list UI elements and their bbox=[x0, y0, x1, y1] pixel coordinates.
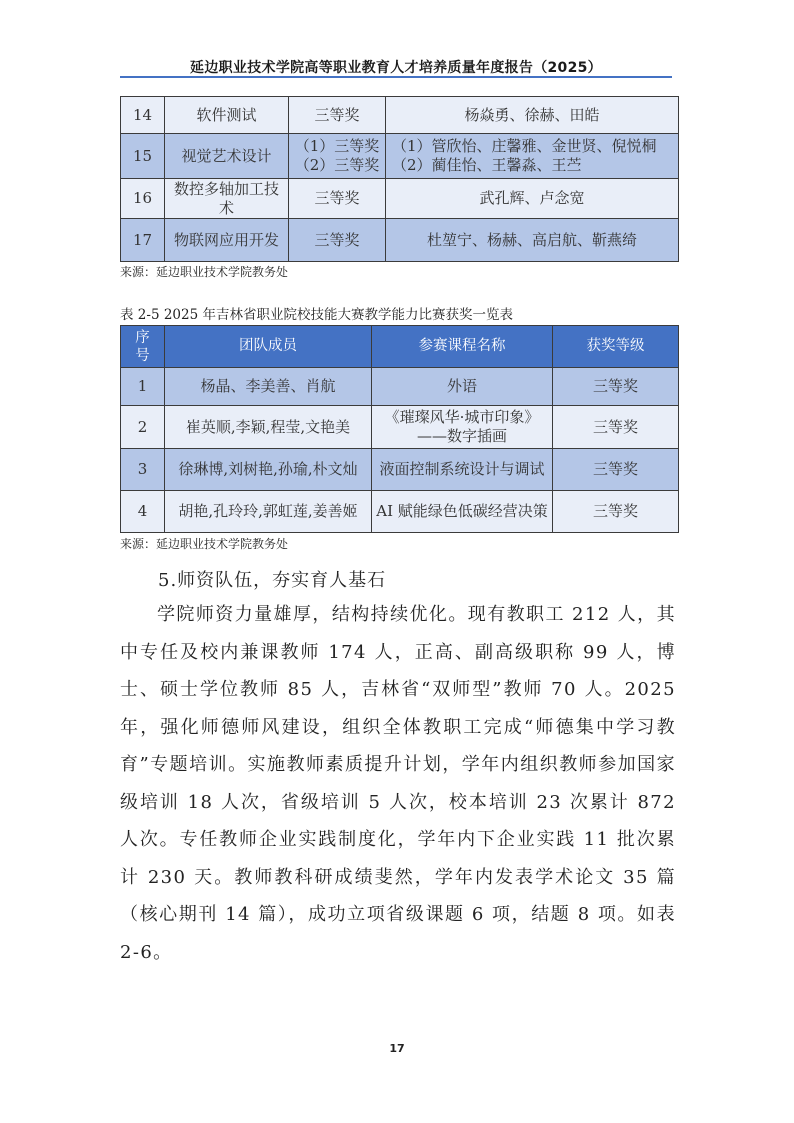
header-number: 序号 bbox=[121, 326, 165, 368]
row-number: 1 bbox=[121, 368, 165, 406]
competition-name: 物联网应用开发 bbox=[165, 219, 289, 262]
table-header-row bbox=[121, 326, 679, 368]
table2-caption: 表 2-5 2025 年吉林省职业院校技能大赛教学能力比赛获奖一览表 bbox=[120, 307, 513, 323]
table-row bbox=[121, 219, 679, 262]
header-divider bbox=[120, 76, 672, 78]
award-level: 三等奖 bbox=[553, 368, 679, 406]
award-level: 三等奖 bbox=[553, 491, 679, 533]
table-row bbox=[121, 134, 679, 179]
winners: 杜堃宁、杨赫、高启航、靳燕绮 bbox=[386, 219, 679, 262]
body-paragraph: 学院师资力量雄厚，结构持续优化。现有教职工 212 人，其中专任及校内兼课教师 174 人，正高、副高级职称 99 人，博士、硕士学位教师 85 人，吉林省“双师型”教师 70 人。2025 年，强化师德师风建设，组织全体教职工完成“师德集中学习教育”专题培训。实施教师素质提升计划，学年内组织教师参加国家级培训 18 人次，省级培训 5 人次，校本培训 23 次累计 872 人次。专任教师企业实践制度化，学年内下企业实践 11 批次累计 230 天。教师教科研成绩斐然，学年内发表学术论文 35 篇（核心期刊 14 篇），成功立项省级课题 6 项，结题 8 项。如表 2-6。 bbox=[120, 604, 676, 963]
competition-name: 软件测试 bbox=[165, 97, 289, 134]
row-number: 2 bbox=[121, 406, 165, 449]
team-members: 胡艳,孔玲玲,郭虹莲,姜善姬 bbox=[165, 491, 372, 533]
row-number: 3 bbox=[121, 449, 165, 491]
award-table-continued bbox=[120, 96, 679, 262]
team-members: 徐琳博,刘树艳,孙瑜,朴文灿 bbox=[165, 449, 372, 491]
section-heading: 5.师资队伍，夯实育人基石 bbox=[158, 570, 387, 591]
award-level: 三等奖 bbox=[289, 219, 386, 262]
award-level: 三等奖 bbox=[289, 97, 386, 134]
team-members: 杨晶、李美善、肖航 bbox=[165, 368, 372, 406]
row-number: 14 bbox=[121, 97, 165, 134]
award-level: 三等奖 bbox=[553, 406, 679, 449]
header-course: 参赛课程名称 bbox=[372, 326, 553, 368]
teaching-competition-table bbox=[120, 325, 679, 533]
competition-name: 视觉艺术设计 bbox=[165, 134, 289, 179]
row-number: 4 bbox=[121, 491, 165, 533]
winners-line: （2）蔺佳怡、王馨淼、王苎 bbox=[392, 156, 582, 174]
award-level: 三等奖 bbox=[289, 179, 386, 219]
row-number: 17 bbox=[121, 219, 165, 262]
competition-name: 数控多轴加工技术 bbox=[165, 179, 289, 219]
winners-line: （1）管欣怡、庄馨雅、金世贤、倪悦桐 bbox=[392, 137, 657, 155]
table-row bbox=[121, 449, 679, 491]
course-name: 液面控制系统设计与调试 bbox=[372, 449, 553, 491]
award-level: 三等奖 bbox=[553, 449, 679, 491]
table-row bbox=[121, 179, 679, 219]
course-name: 外语 bbox=[372, 368, 553, 406]
table2-source: 来源：延边职业技术学院教务处 bbox=[120, 537, 289, 551]
award-level bbox=[289, 134, 386, 179]
report-header-title: 延边职业技术学院高等职业教育人才培养质量年度报告（2025） bbox=[190, 60, 602, 76]
award-line: （2）三等奖 bbox=[294, 156, 380, 174]
table-row bbox=[121, 491, 679, 533]
row-number: 15 bbox=[121, 134, 165, 179]
course-name: 《璀璨风华·城市印象》——数字插画 bbox=[372, 406, 553, 449]
table-row bbox=[121, 368, 679, 406]
award-line: （1）三等奖 bbox=[294, 137, 380, 155]
table-row bbox=[121, 406, 679, 449]
team-members: 崔英顺,李颖,程莹,文艳美 bbox=[165, 406, 372, 449]
table-row bbox=[121, 97, 679, 134]
winners: 杨焱勇、徐赫、田皓 bbox=[386, 97, 679, 134]
row-number: 16 bbox=[121, 179, 165, 219]
winners bbox=[386, 134, 679, 179]
table1-source: 来源：延边职业技术学院教务处 bbox=[120, 265, 289, 279]
header-members: 团队成员 bbox=[165, 326, 372, 368]
winners: 武孔辉、卢念宽 bbox=[386, 179, 679, 219]
course-name: AI 赋能绿色低碳经营决策 bbox=[372, 491, 553, 533]
header-award: 获奖等级 bbox=[553, 326, 679, 368]
page-number: 17 bbox=[389, 1042, 405, 1055]
